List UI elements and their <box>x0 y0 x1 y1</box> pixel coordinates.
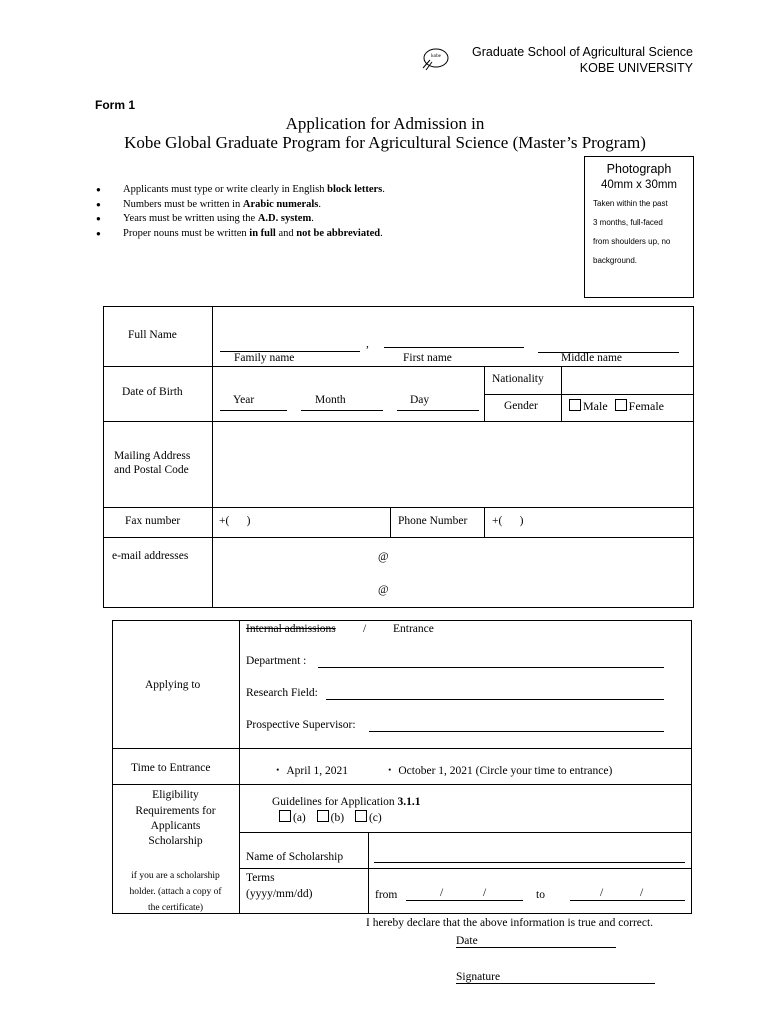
internal-admissions-label: Internal admissions <box>246 623 336 635</box>
page-subtitle: Kobe Global Graduate Program for Agricultural Science (Master’s Program) <box>124 133 646 152</box>
date-separator: / <box>600 887 604 899</box>
guidelines-text: Guidelines for Application 3.1.1 <box>272 796 421 808</box>
photograph-label: Photograph <box>606 162 672 176</box>
email-field-1[interactable]: @ <box>378 551 389 563</box>
eligibility-b-checkbox[interactable] <box>317 810 329 822</box>
email-field-2[interactable]: @ <box>378 584 389 596</box>
nationality-label: Nationality <box>492 373 544 385</box>
scholarship-note: if you are a scholarship holder. (attach a copy of the certificate) <box>129 871 222 913</box>
instructions-list <box>96 183 385 241</box>
signature-label: Signature <box>456 971 501 983</box>
photograph-size: 40mm x 30mm <box>600 179 678 191</box>
gender-label: Gender <box>504 400 538 412</box>
middle-name-label: Middle name <box>561 352 622 364</box>
family-name-label: Family name <box>234 352 295 364</box>
instruction-item: ● Applicants must type or write clearly in English block letters. <box>96 183 385 198</box>
eligibility-a-checkbox[interactable] <box>279 810 291 822</box>
entrance-october-option[interactable]: ・ October 1, 2021 (Circle your time to entrance) <box>384 765 613 777</box>
fax-field[interactable]: +( ) <box>219 515 251 527</box>
date-label: Date <box>456 935 478 947</box>
gender-options <box>569 399 664 414</box>
applying-to-label: Applying to <box>145 679 201 691</box>
scholarship-name-field[interactable] <box>374 862 685 863</box>
birth-month-field[interactable] <box>301 410 383 411</box>
school-name: Graduate School of Agricultural Science <box>472 45 693 59</box>
first-name-label: First name <box>403 352 452 364</box>
research-field-input[interactable] <box>326 699 664 700</box>
from-label: from <box>375 889 398 901</box>
scholarship-label: Scholarship <box>148 835 203 847</box>
fax-label: Fax number <box>125 515 181 527</box>
supervisor-field[interactable] <box>369 731 664 732</box>
entrance-label: Entrance <box>393 623 434 635</box>
phone-label: Phone Number <box>398 515 468 527</box>
declaration-text: I hereby declare that the above information is true and correct. <box>366 917 654 929</box>
instruction-item: ● Numbers must be written in Arabic numerals. <box>96 198 385 213</box>
svg-text:kobe: kobe <box>431 54 441 59</box>
research-field-label: Research Field: <box>246 687 318 699</box>
date-separator: / <box>640 887 644 899</box>
full-name-label: Full Name <box>128 329 177 341</box>
terms-format: (yyyy/mm/dd) <box>246 888 313 900</box>
time-to-entrance-label: Time to Entrance <box>131 762 211 774</box>
eligibility-c-checkbox[interactable] <box>355 810 367 822</box>
day-label: Day <box>410 394 430 406</box>
supervisor-label: Prospective Supervisor: <box>246 719 356 731</box>
date-separator: / <box>483 887 487 899</box>
page-title: Application for Admission in <box>285 114 485 133</box>
form-number: Form 1 <box>95 98 136 112</box>
school-header <box>472 44 693 76</box>
month-label: Month <box>315 394 346 406</box>
name-comma: , <box>366 338 369 350</box>
postal-code-label: and Postal Code <box>114 464 189 476</box>
date-field[interactable] <box>456 947 616 948</box>
eligibility-options: (a) (b) (c) <box>279 810 382 824</box>
male-label: Male <box>583 399 608 413</box>
female-label: Female <box>628 399 664 413</box>
to-label: to <box>536 889 545 901</box>
scholarship-name-label: Name of Scholarship <box>246 851 344 863</box>
email-label: e-mail addresses <box>112 550 189 562</box>
university-logo-icon <box>420 46 450 72</box>
phone-field[interactable]: +( ) <box>492 515 524 527</box>
birth-day-field[interactable] <box>397 410 479 411</box>
entrance-april-option[interactable]: ・ April 1, 2021 <box>272 765 349 777</box>
instruction-item: ● Years must be written using the A.D. system. <box>96 212 385 227</box>
university-name: KOBE UNIVERSITY <box>579 61 693 75</box>
birth-year-field[interactable] <box>220 410 287 411</box>
date-of-birth-label: Date of Birth <box>122 386 183 398</box>
instruction-item: ● Proper nouns must be written in full and not be abbreviated. <box>96 227 385 242</box>
first-name-field[interactable] <box>384 347 524 348</box>
eligibility-label: Eligibility Requirements for Applicants <box>135 789 216 832</box>
terms-label: Terms <box>246 872 275 884</box>
date-separator: / <box>440 887 444 899</box>
male-checkbox[interactable] <box>569 399 581 411</box>
year-label: Year <box>233 394 255 406</box>
female-checkbox[interactable] <box>615 399 627 411</box>
mailing-address-label: Mailing Address <box>114 450 191 462</box>
term-to-field[interactable] <box>570 900 685 901</box>
photograph-instructions: Taken within the past 3 months, full-faced from shoulders up, no background. <box>593 199 671 265</box>
term-from-field[interactable] <box>406 900 523 901</box>
photograph-box[interactable] <box>584 156 694 298</box>
department-field[interactable] <box>318 667 664 668</box>
signature-field[interactable] <box>456 983 655 984</box>
option-separator: / <box>363 623 367 635</box>
department-label: Department : <box>246 655 307 667</box>
